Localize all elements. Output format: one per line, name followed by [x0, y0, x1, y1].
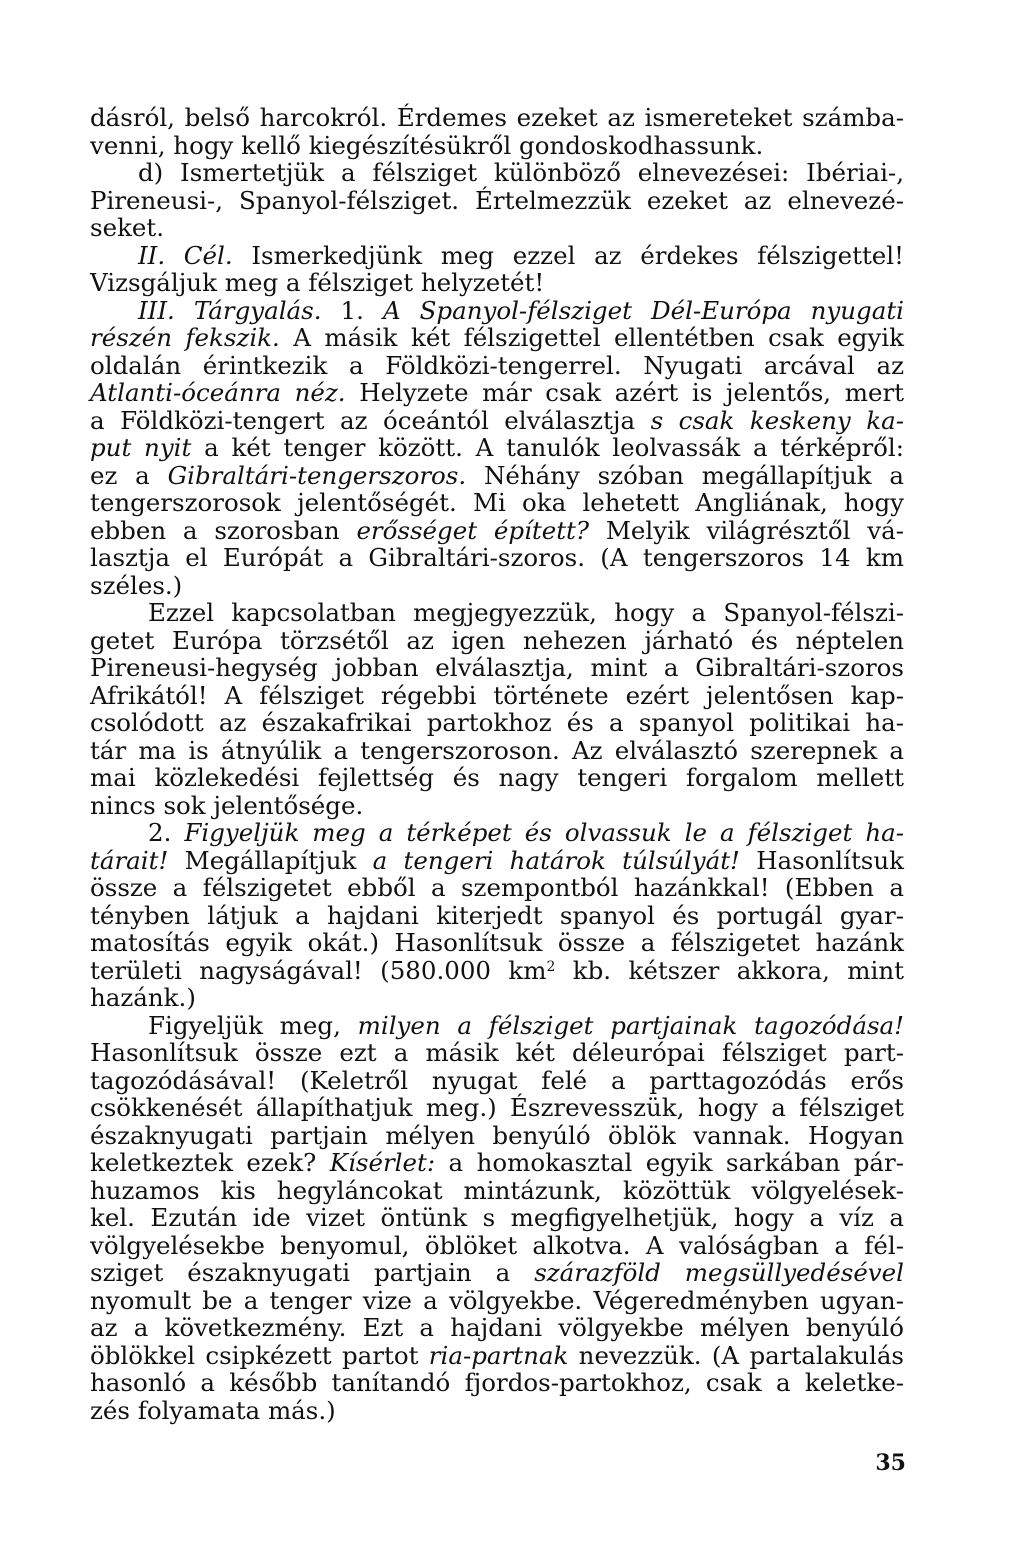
text-line: dásról, belső harcokról. Érdemes ezeket az ismereteket számba-: [90, 103, 904, 132]
text-line: oldalán érintkezik a Földközi-tengerrel. Nyugati arcával az: [90, 350, 904, 380]
text-line: csolódott az északafrikai partokhoz és a spanyol politikai ha-: [90, 708, 904, 737]
text-line: II. Cél. Ismerkedjünk meg ezzel az érdekes félszigettel!: [138, 240, 904, 270]
text-line: északnyugati partjain mélyen benyúló öblök vannak. Hogyan: [90, 1120, 904, 1150]
page-number: 35: [875, 1450, 906, 1476]
text-line: tár ma is átnyúlik a tengerszoroson. Az elválasztó szerepnek a: [90, 735, 904, 765]
section-heading: III. Tárgyalás.: [138, 295, 322, 325]
text-line: Figyeljük meg, milyen a félsziget partjainak tagozódása!: [148, 1010, 904, 1040]
text-line: völgyelésekbe benyomul, öblöket alkotva. A valóságban a fél-: [90, 1230, 904, 1260]
text-line: huzamos kis hegyláncokat mintázunk, közöttük völgyelések-: [90, 1175, 904, 1205]
text-line: matosítás egyik okát.) Hasonlítsuk össze a félszigetet hazánk: [90, 928, 904, 957]
text-line: nyomult be a tenger vize a völgyekbe. Végeredményben ugyan-: [90, 1285, 904, 1315]
text-line: III. Tárgyalás. 1. A Spanyol-félsziget Dél-Európa nyugati: [138, 295, 905, 325]
text-line: ebben a szorosban erősséget épített? Melyik világrésztől vá-: [90, 515, 904, 545]
text-line: tényben látjuk a hajdani kiterjedt spanyol és portugál gyar-: [90, 900, 904, 930]
text-line: Pireneusi-, Spanyol-félsziget. Értelmezzük ezeket az elnevezé-: [90, 185, 904, 215]
text-line: venni, hogy kellő kiegészítésükről gondoskodhassunk.: [90, 130, 764, 160]
text-line: az a következmény. Ezt a hajdani völgyekbe mélyen benyúló: [90, 1313, 904, 1342]
text-line: lasztja el Európát a Gibraltári-szoros. (A tengerszoros 14 km: [90, 543, 904, 572]
text-line: hazánk.): [90, 983, 196, 1012]
text-line: sziget északnyugati partjain a szárazföld megsüllyedésével: [90, 1258, 904, 1287]
text-line: részén fekszik. A másik két félszigettel ellentétben csak egyik: [90, 323, 904, 352]
text-line: mai közlekedési fejlettség és nagy tengeri forgalom mellett: [90, 763, 904, 792]
text-line: 2. Figyeljük meg a térképet és olvassuk le a félsziget ha-: [148, 818, 905, 847]
text-line: öblökkel csipkézett partot ria-partnak nevezzük. (A partalakulás: [90, 1340, 904, 1370]
text-line: d) Ismertetjük a félsziget különböző elnevezései: Ibériai-,: [138, 158, 904, 187]
text-line: zés folyamata más.): [90, 1395, 336, 1425]
text-line: széles.): [90, 570, 183, 600]
text-line: csökkenését állapíthatjuk meg.) Észrevesszük, hogy a félsziget: [90, 1093, 904, 1122]
text-line: keletkeztek ezek? Kísérlet: a homokasztal egyik sarkában pár-: [90, 1148, 904, 1177]
text-line: Pireneusi-hegység jobban elválasztja, mint a Gibraltári-szoros: [90, 653, 904, 682]
text-line: put nyit a két tenger között. A tanulók leolvassák a térképről:: [90, 433, 904, 462]
text-line: Atlanti-óceánra néz. Helyzete már csak azért is jelentős, mert: [90, 378, 904, 407]
text-line: hasonló a később tanítandó fjordos-partokhoz, csak a keletke-: [90, 1368, 904, 1397]
text-line: Ezzel kapcsolatban megjegyezzük, hogy a Spanyol-félszi-: [148, 598, 904, 627]
text-line: kel. Ezután ide vizet öntünk s megfigyelhetjük, hogy a víz a: [90, 1203, 904, 1232]
text-line: Afrikától! A félsziget régebbi története ezért jelentősen kap-: [90, 680, 904, 710]
text-line: nincs sok jelentősége.: [90, 790, 364, 820]
text-line: ez a Gibraltári-tengerszoros. Néhány szóban megállapítjuk a: [90, 460, 905, 490]
text-line: területi nagyságával! (580.000 $km^2$ kb. kétszer akkora, mint: [90, 955, 904, 985]
text-line: Hasonlítsuk össze ezt a másik két déleurópai félsziget part-: [90, 1038, 904, 1067]
text-line: tagozódásával! (Keletről nyugat felé a parttagozódás erős: [90, 1065, 904, 1095]
text-line: össze a félszigetet ebből a szempontból hazánkkal! (Ebben a: [90, 873, 904, 902]
text-line: seket.: [90, 213, 165, 242]
text-line: tengerszorosok jelentőségét. Mi oka lehetett Angliának, hogy: [90, 488, 904, 517]
text-line: getet Európa törzsétől az igen nehezen járható és néptelen: [90, 625, 904, 655]
text-line: tárait! Megállapítjuk a tengeri határok túlsúlyát! Hasonlítsuk: [90, 845, 904, 875]
section-heading: II. Cél.: [138, 240, 233, 270]
text-line: Vizsgáljuk meg a félsziget helyzetét!: [90, 268, 545, 297]
text-line: a Földközi-tengert az óceántól elválasztja s csak keskeny ka-: [90, 405, 904, 435]
